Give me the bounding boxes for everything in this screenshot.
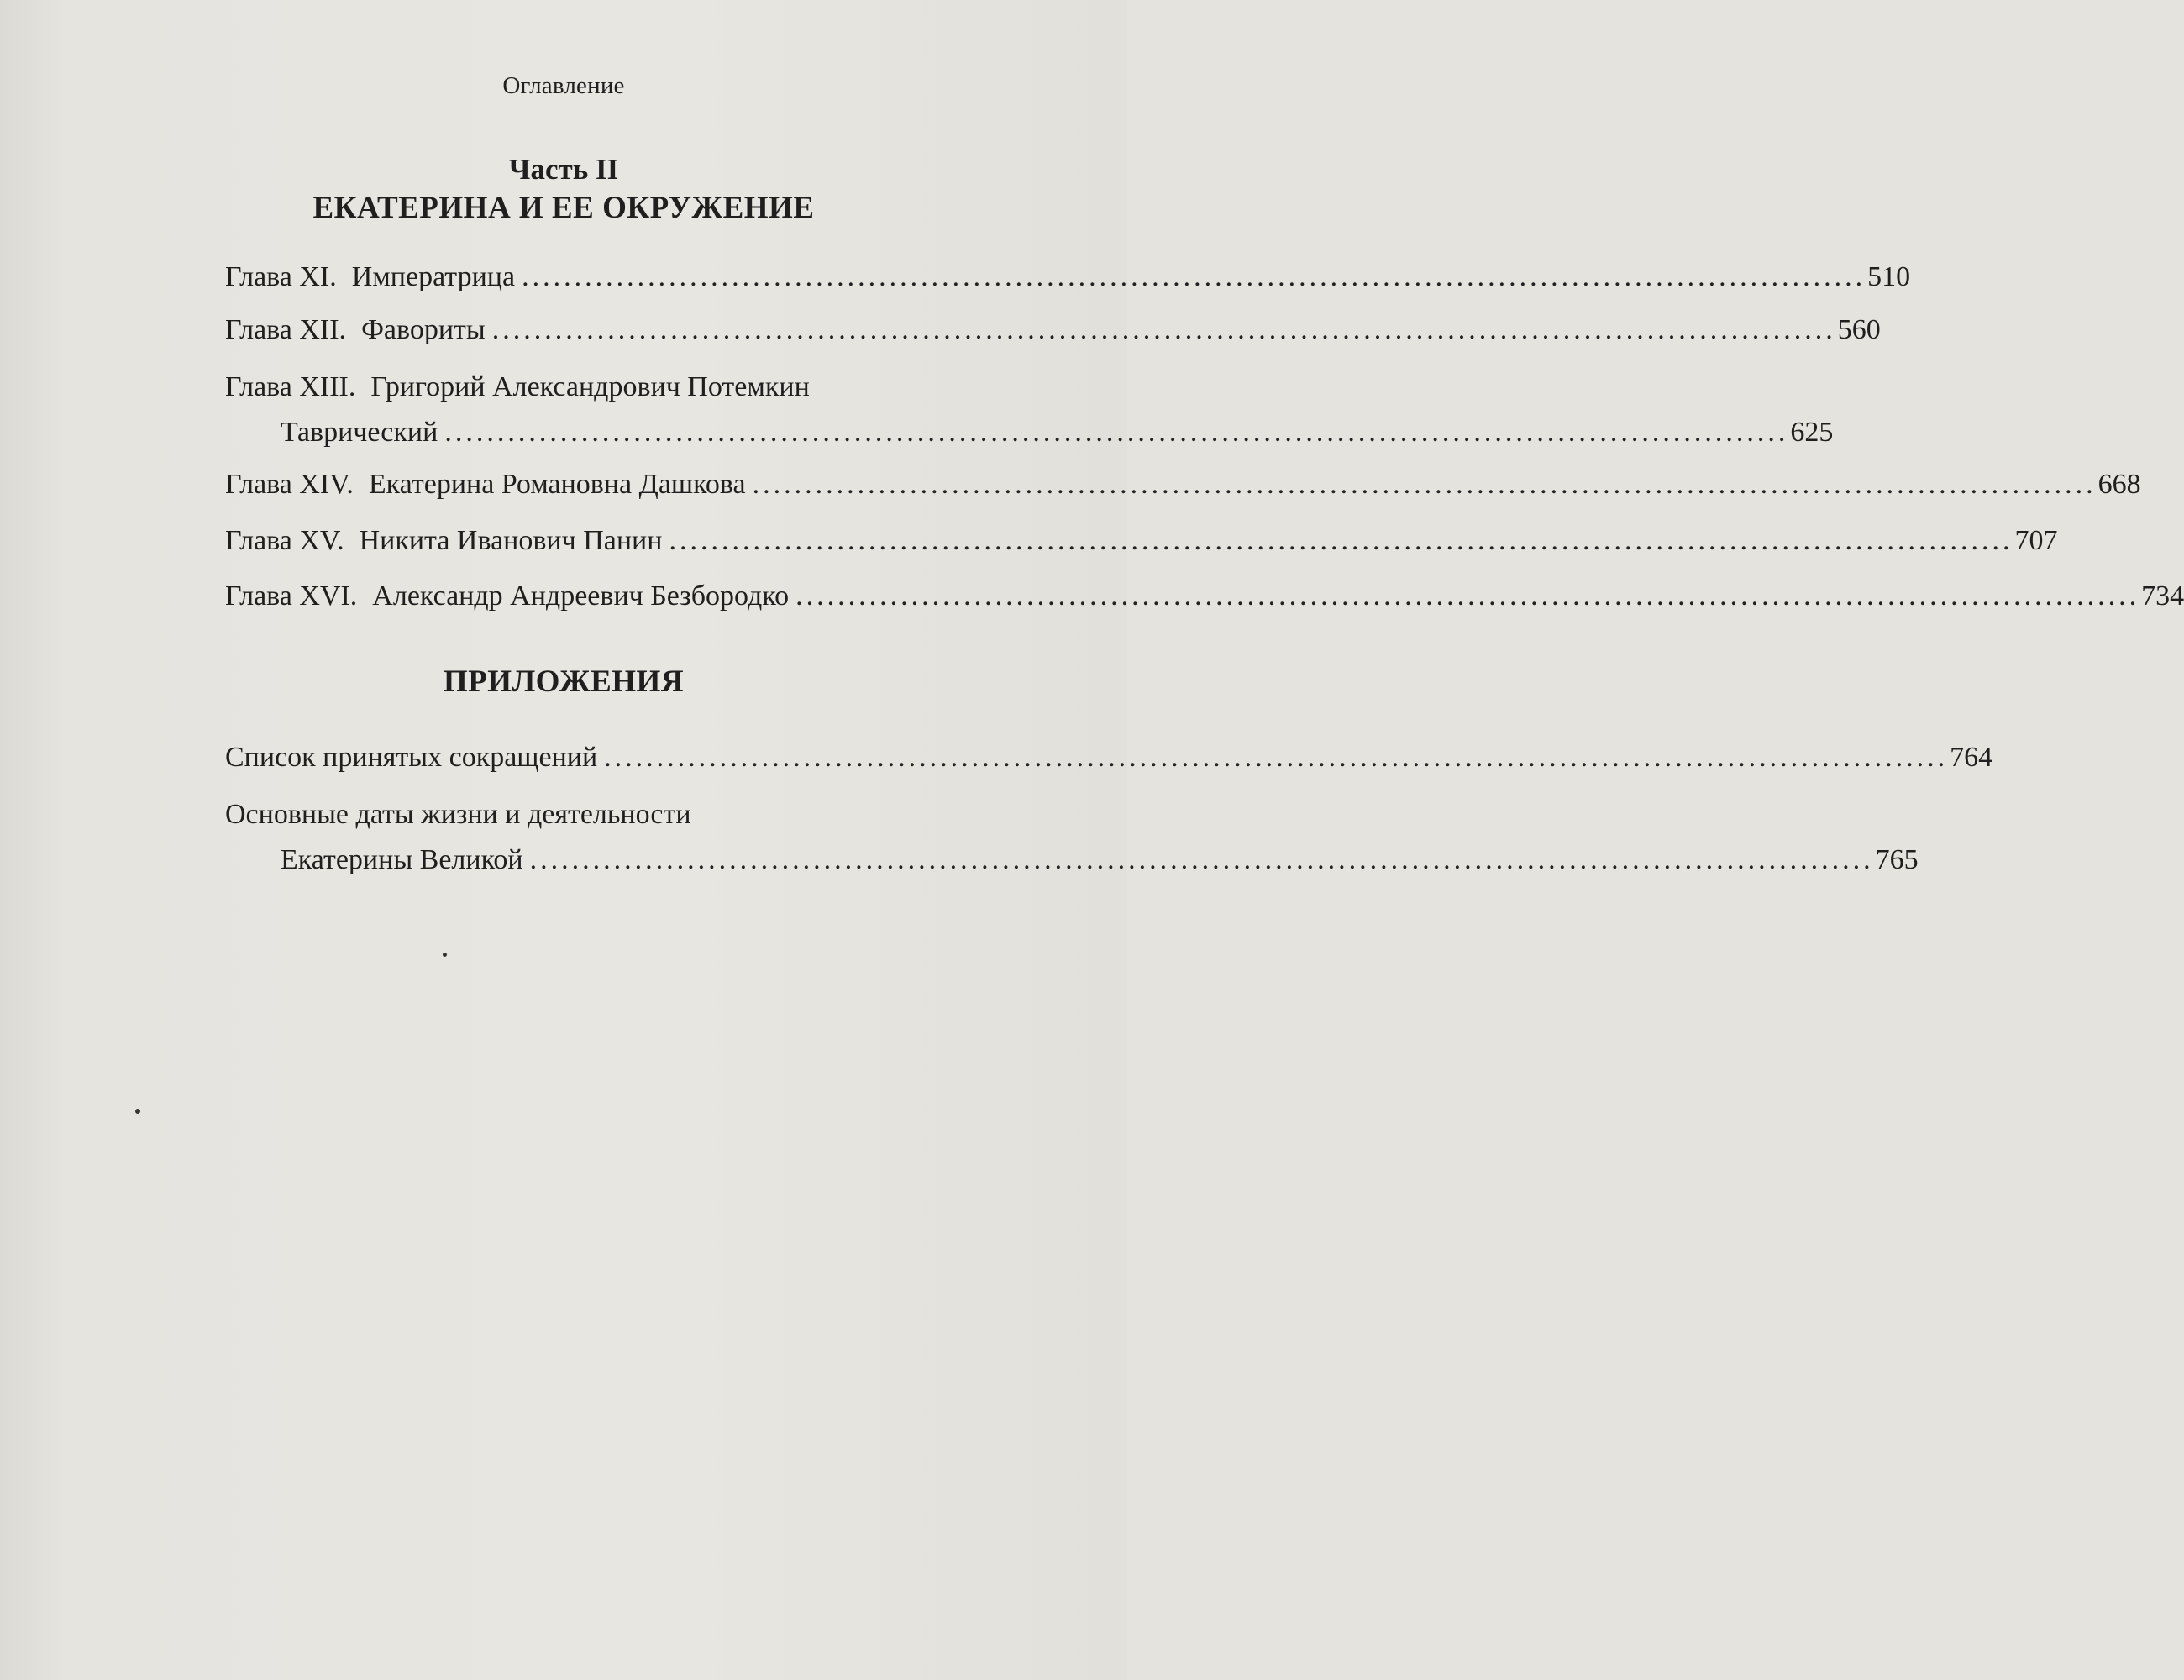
chapter-number: Глава XIV.	[225, 469, 354, 500]
chapter-number: Глава XIII.	[225, 371, 356, 402]
chapter-title: Александр Андреевич Безбородко	[372, 580, 790, 612]
page-number: 668	[2097, 469, 2141, 500]
chapter-title: Фавориты	[361, 314, 486, 345]
part-label: Часть II	[508, 153, 619, 186]
dot-leader: ................................................................................................................................	[604, 742, 1949, 773]
part-title: ЕКАТЕРИНА И ЕЕ ОКРУЖЕНИЕ	[312, 191, 815, 225]
toc-entry-key-dates[interactable]	[225, 798, 1919, 877]
dot-leader: ................................................................................................................................	[522, 261, 1866, 292]
toc-entry-chapter-12[interactable]	[225, 313, 1881, 347]
toc-entry-chapter-13[interactable]	[225, 370, 1834, 449]
page-number: 707	[2014, 525, 2058, 556]
chapter-title-line1: Григорий Александрович Потемкин	[370, 371, 810, 402]
dot-leader: ................................................................................................................................	[529, 844, 1874, 875]
dot-leader: ................................................................................................................................	[752, 469, 2097, 500]
page-number: 764	[1950, 742, 1993, 773]
ink-speck	[135, 1109, 140, 1114]
page-number: 510	[1867, 261, 1911, 292]
running-head: Оглавление	[502, 72, 625, 99]
toc-entry-chapter-16[interactable]	[225, 580, 2184, 613]
toc-entry-chapter-11[interactable]	[225, 260, 1911, 294]
toc-entry-abbreviations[interactable]	[225, 741, 1993, 774]
ink-speck	[443, 953, 447, 957]
dot-leader: ................................................................................................................................	[444, 417, 1789, 448]
appendix-title-line2: Екатерины Великой	[281, 844, 523, 875]
page-number: 734	[2141, 580, 2184, 612]
dot-leader: ................................................................................................................................	[491, 314, 1836, 345]
appendices-title: ПРИЛОЖЕНИЯ	[443, 664, 685, 699]
dot-leader: ................................................................................................................................	[669, 525, 2013, 556]
toc-entry-chapter-14[interactable]	[225, 468, 2141, 501]
page-number: 625	[1790, 417, 1834, 448]
chapter-number: Глава XVI.	[225, 580, 358, 612]
chapter-number: Глава XII.	[225, 314, 347, 345]
chapter-number: Глава XV.	[225, 525, 344, 556]
chapter-title-line2: Таврический	[281, 417, 438, 448]
appendix-title-line1: Основные даты жизни и деятельности	[225, 799, 691, 830]
page-number: 560	[1837, 314, 1881, 345]
chapter-title: Екатерина Романовна Дашкова	[368, 469, 746, 500]
appendix-title: Список принятых сокращений	[225, 742, 598, 773]
page-number: 765	[1875, 844, 1919, 875]
chapter-title: Никита Иванович Панин	[359, 525, 663, 556]
chapter-title: Императрица	[351, 261, 516, 292]
dot-leader: ................................................................................................................................	[795, 580, 2140, 612]
toc-entry-chapter-15[interactable]	[225, 524, 2058, 558]
chapter-number: Глава XI.	[225, 261, 337, 292]
